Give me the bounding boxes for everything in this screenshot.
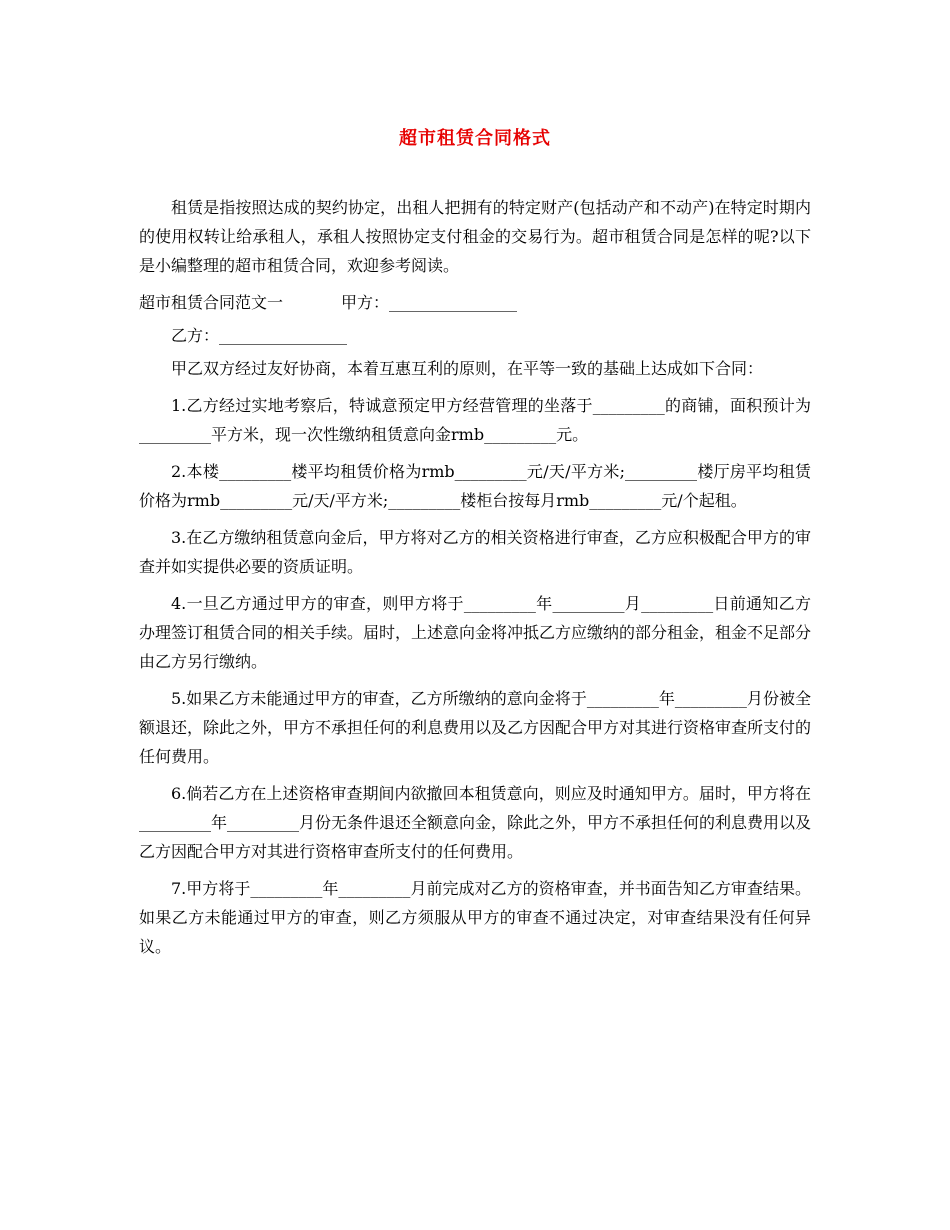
party-b-line: 乙方：________________ — [171, 326, 348, 345]
sample-heading: 超市租赁合同范文一 — [139, 293, 284, 312]
clause-6: 6.倘若乙方在上述资格审查期间内欲撤回本租赁意向，则应及时通知甲方。届时，甲方将在_________年_________月份无条件退还全额意向金，除此之外，甲方不承担任何的利息费用以及乙方因配合甲方对其进行资格审查所支付的任何费用。 — [139, 784, 812, 861]
clause-7: 7.甲方将于_________年_________月前完成对乙方的资格审查，并书面告知乙方审查结果。如果乙方未能通过甲方的审查，则乙方须服从甲方的审查不通过决定，对审查结果没有任何异议。 — [139, 879, 811, 956]
clause-2: 2.本楼_________楼平均租赁价格为rmb_________元/天/平方米;_________楼厅房平均租赁价格为rmb_________元/天/平方米;_________楼柜台按每月rmb_________元/个起租。 — [139, 462, 811, 510]
document-body — [139, 193, 811, 969]
clause-4: 4.一旦乙方通过甲方的审查，则甲方将于_________年_________月_________日前通知乙方办理签订租赁合同的相关手续。届时，上述意向金将冲抵乙方应缴纳的部分租金，租金不足部分由乙方另行缴纳。 — [139, 594, 812, 671]
sample-heading-line — [139, 288, 811, 317]
preamble-paragraph: 甲乙双方经过友好协商，本着互惠互利的原则，在平等一致的基础上达成如下合同： — [171, 359, 764, 378]
clause-5: 5.如果乙方未能通过甲方的审查，乙方所缴纳的意向金将于_________年_________月份被全额退还，除此之外，甲方不承担任何的利息费用以及乙方因配合甲方对其进行资格审查所支付的任何费用。 — [139, 689, 812, 766]
party-a-line: 甲方：________________ — [341, 293, 518, 312]
intro-paragraph: 租赁是指按照达成的契约协定，出租人把拥有的特定财产(包括动产和不动产)在特定时期内的使用权转让给承租人，承租人按照协定支付租金的交易行为。超市租赁合同是怎样的呢?以下是小编整理的超市租赁合同，欢迎参考阅读。 — [139, 198, 811, 275]
clause-1: 1.乙方经过实地考察后，特诚意预定甲方经营管理的坐落于_________的商铺，面积预计为_________平方米，现一次性缴纳租赁意向金rmb_________元。 — [139, 396, 811, 444]
document-title: 超市租赁合同格式 — [399, 128, 551, 149]
clause-3: 3.在乙方缴纳租赁意向金后，甲方将对乙方的相关资格进行审查，乙方应积极配合甲方的审查并如实提供必要的资质证明。 — [139, 528, 811, 576]
